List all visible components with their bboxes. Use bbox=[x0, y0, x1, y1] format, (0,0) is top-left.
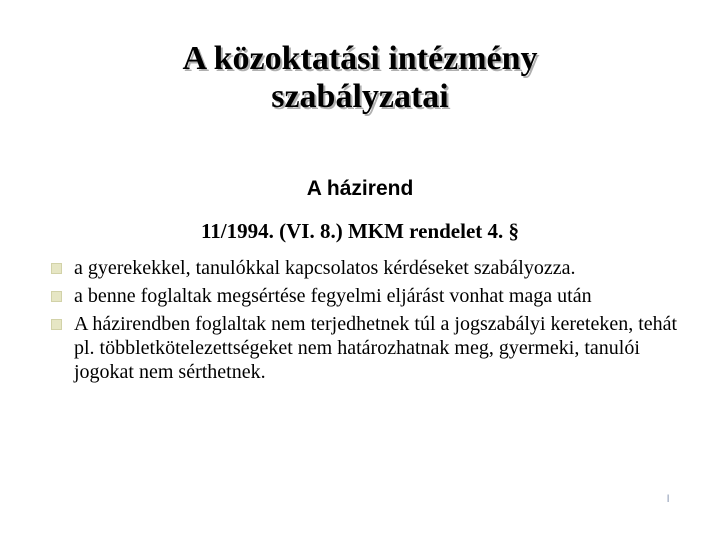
list-item bbox=[50, 256, 690, 280]
square-bullet-icon bbox=[51, 263, 62, 274]
subtitle: A házirend bbox=[306, 177, 414, 200]
bullet-text: A házirendben foglaltak nem terjedhetnek túl a jogszabályi kereteken, tehát pl. többletkötelezettségeket nem határozhatnak meg, gyermeki, tanulói jogokat nem sérthetnek. bbox=[74, 313, 678, 383]
decree-reference: 11/1994. (VI. 8.) MKM rendelet 4. § bbox=[200, 219, 520, 243]
bullet-text: a gyerekekkel, tanulókkal kapcsolatos kérdéseket szabályozza. bbox=[74, 257, 576, 279]
page-mark: l bbox=[667, 494, 670, 505]
square-bullet-icon bbox=[51, 319, 62, 330]
bullet-list bbox=[50, 256, 690, 388]
title-line-2: szabályzatai bbox=[271, 78, 449, 115]
square-bullet-icon bbox=[51, 291, 62, 302]
bullet-text: a benne foglaltak megsértése fegyelmi eljárást vonhat maga után bbox=[74, 285, 592, 307]
title-line-1: A közoktatási intézmény bbox=[182, 40, 538, 77]
slide-title bbox=[60, 40, 660, 116]
list-item bbox=[50, 284, 690, 308]
list-item bbox=[50, 312, 690, 384]
